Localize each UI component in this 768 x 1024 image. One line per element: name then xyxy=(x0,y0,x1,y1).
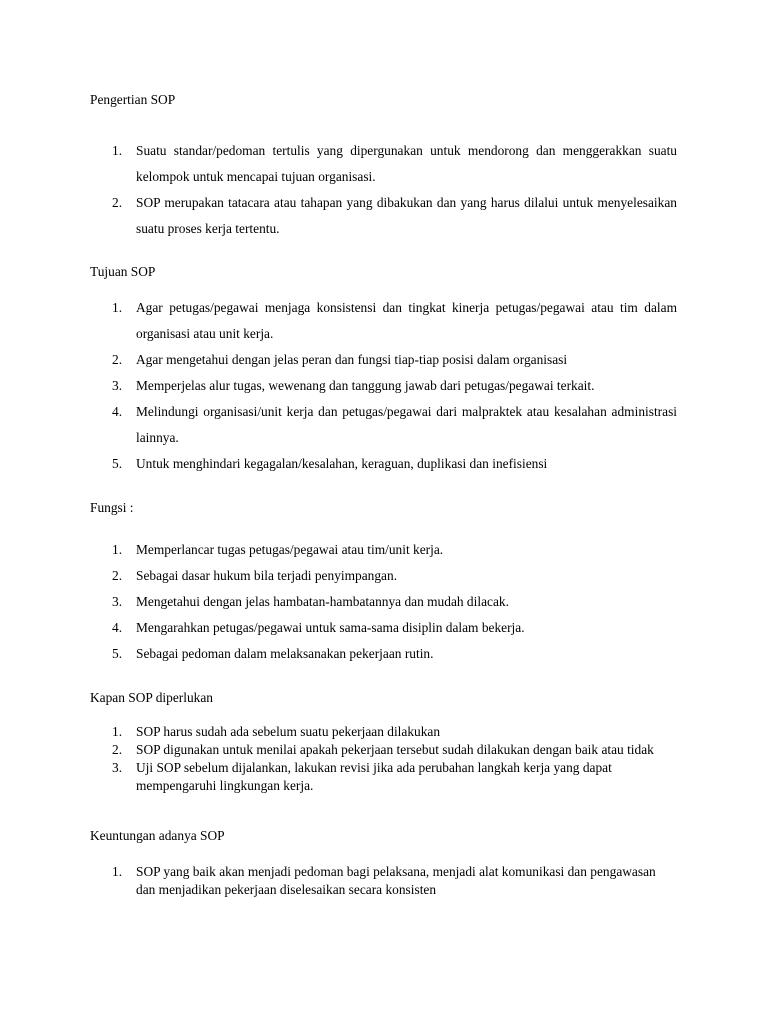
list-item xyxy=(0,138,677,190)
list-number: 1. xyxy=(112,542,123,557)
section-heading-fungsi: Fungsi : xyxy=(90,500,134,515)
list-keuntungan xyxy=(0,863,666,899)
list-item xyxy=(0,863,666,899)
list-number: 1. xyxy=(112,864,123,879)
list-text: Agar petugas/pegawai menjaga konsistensi dan tingkat kinerja petugas/pegawai atau tim dalam organisasi atau unit kerja. xyxy=(136,300,677,341)
list-text: Agar mengetahui dengan jelas peran dan fungsi tiap-tiap posisi dalam organisasi xyxy=(136,352,568,367)
list-item xyxy=(0,615,525,641)
list-number: 1. xyxy=(112,724,123,739)
list-item xyxy=(0,190,677,242)
section-heading-kapan: Kapan SOP diperlukan xyxy=(90,690,213,705)
list-number: 4. xyxy=(112,620,123,635)
list-number: 2. xyxy=(112,352,123,367)
section-heading-pengertian: Pengertian SOP xyxy=(90,92,176,107)
section-heading-keuntungan: Keuntungan adanya SOP xyxy=(90,828,225,843)
list-pengertian xyxy=(0,138,677,242)
list-text: Mengarahkan petugas/pegawai untuk sama-sama disiplin dalam bekerja. xyxy=(136,620,525,635)
list-number: 3. xyxy=(112,378,123,393)
list-number: 5. xyxy=(112,456,123,471)
list-fungsi xyxy=(0,537,525,667)
list-number: 3. xyxy=(112,594,123,609)
list-item xyxy=(0,537,525,563)
list-text: Suatu standar/pedoman tertulis yang dipergunakan untuk mendorong dan menggerakkan suatu kelompok untuk mencapai tujuan organisasi. xyxy=(136,143,677,184)
section-heading-tujuan: Tujuan SOP xyxy=(90,264,156,279)
list-item xyxy=(0,347,677,373)
list-item xyxy=(0,589,525,615)
list-kapan xyxy=(0,723,666,795)
list-item xyxy=(0,399,677,451)
list-text: SOP merupakan tatacara atau tahapan yang dibakukan dan yang harus dilalui untuk menyelesaikan suatu proses kerja tertentu. xyxy=(136,195,677,236)
list-tujuan xyxy=(0,295,677,477)
list-text: SOP digunakan untuk menilai apakah pekerjaan tersebut sudah dilakukan dengan baik atau tidak xyxy=(136,742,654,757)
list-text: SOP harus sudah ada sebelum suatu pekerjaan dilakukan xyxy=(136,724,441,739)
list-number: 1. xyxy=(112,300,123,315)
list-item xyxy=(0,295,677,347)
list-number: 2. xyxy=(112,568,123,583)
list-number: 2. xyxy=(112,742,123,757)
list-item xyxy=(0,759,666,795)
list-number: 5. xyxy=(112,646,123,661)
list-number: 4. xyxy=(112,404,123,419)
list-text: Mengetahui dengan jelas hambatan-hambatannya dan mudah dilacak. xyxy=(136,594,509,609)
list-item xyxy=(0,641,525,667)
list-text: Memperjelas alur tugas, wewenang dan tanggung jawab dari petugas/pegawai terkait. xyxy=(136,378,595,393)
list-text: Uji SOP sebelum dijalankan, lakukan revisi jika ada perubahan langkah kerja yang dapat mempengaruhi lingkungan kerja. xyxy=(136,760,612,793)
list-text: Sebagai pedoman dalam melaksanakan pekerjaan rutin. xyxy=(136,646,434,661)
list-item xyxy=(0,563,525,589)
list-text: Melindungi organisasi/unit kerja dan petugas/pegawai dari malpraktek atau kesalahan administrasi lainnya. xyxy=(136,404,677,445)
list-text: Sebagai dasar hukum bila terjadi penyimpangan. xyxy=(136,568,398,583)
list-item xyxy=(0,741,666,759)
list-item xyxy=(0,451,677,477)
list-number: 3. xyxy=(112,760,123,775)
list-number: 1. xyxy=(112,143,123,158)
list-number: 2. xyxy=(112,195,123,210)
list-item xyxy=(0,723,666,741)
list-text: SOP yang baik akan menjadi pedoman bagi pelaksana, menjadi alat komunikasi dan pengawasan dan menjadikan pekerjaan diselesaikan secara konsisten xyxy=(136,864,656,897)
list-text: Memperlancar tugas petugas/pegawai atau tim/unit kerja. xyxy=(136,542,444,557)
list-text: Untuk menghindari kegagalan/kesalahan, keraguan, duplikasi dan inefisiensi xyxy=(136,456,548,471)
list-item xyxy=(0,373,677,399)
